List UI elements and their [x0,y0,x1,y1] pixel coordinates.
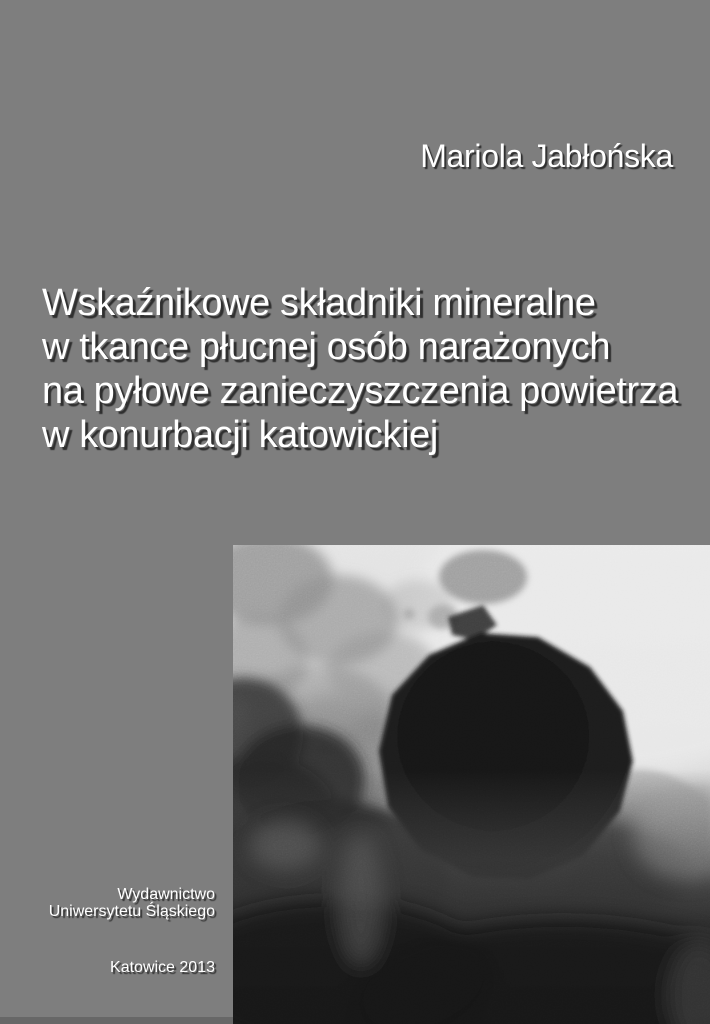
publisher-block [49,886,215,920]
publisher-line-2: Uniwersytetu Śląskiego [48,903,215,920]
title-line-4: w konurbacji katowickiej [42,414,438,456]
publisher-line-1: Wydawnictwo [117,886,215,903]
tem-micrograph-image [233,545,710,1024]
micrograph-grain [233,545,710,1024]
title-line-1: Wskaźnikowe składniki mineralne [42,282,596,324]
book-title [42,281,678,457]
title-line-3: na pyłowe zanieczyszczenia powietrza [42,370,679,412]
author-name: Mariola Jabłońska [420,138,673,174]
title-line-2: w tkance płucnej osób narażonych [42,326,611,368]
page-bottom-shade [0,1017,233,1024]
imprint-line: Katowice 2013 [110,959,215,976]
